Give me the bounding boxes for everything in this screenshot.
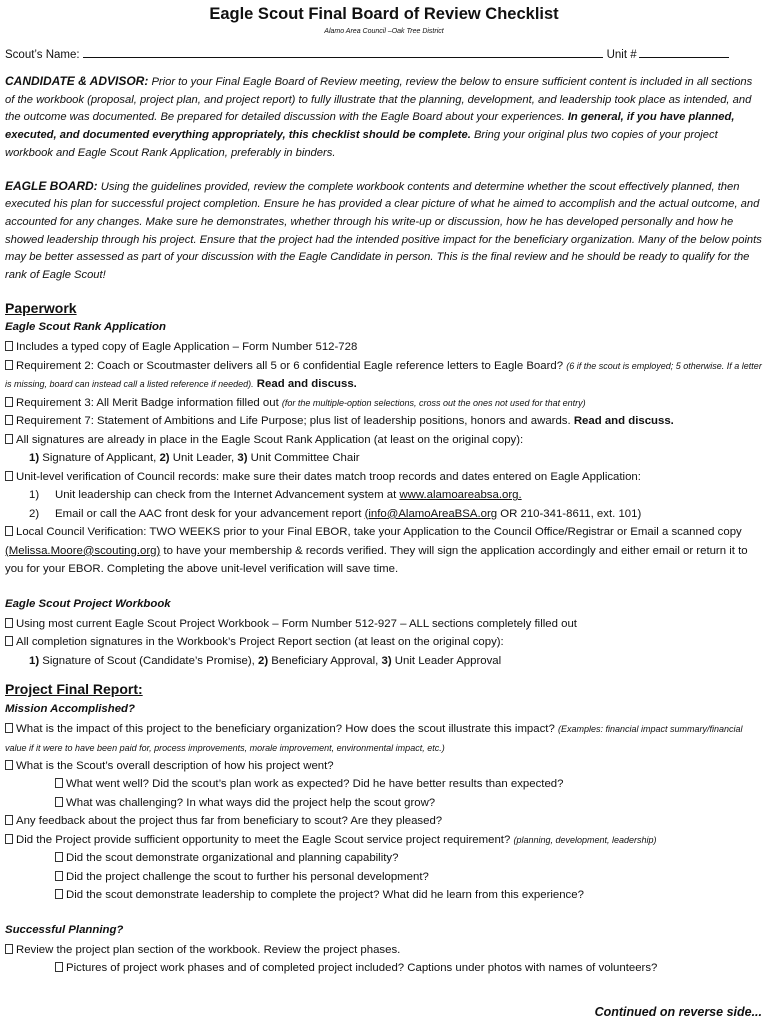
item-note: (planning, development, leadership): [513, 834, 657, 845]
item-text: Unit Leader,: [169, 452, 238, 465]
item-text: Any feedback about the project thus far from beneficiary to scout? Are they pleased?: [16, 815, 443, 828]
candidate-tail: Bring your original plus two copies of your project workbook and Eagle Scout Rank Application, preferably in binders.: [5, 129, 718, 159]
item-text: to have your membership & records verified. They will sign the application accordingly and either email or return it to you for your EBOR. Completing the above unit-level verification will save time.: [5, 544, 748, 576]
item-bold: Read and discuss.: [253, 378, 357, 391]
checkbox[interactable]: [5, 397, 13, 407]
registrar-email-link[interactable]: (Melissa.Moore@scouting.org): [5, 544, 161, 557]
item-text: What is the Scout’s overall description of how his project went?: [16, 760, 334, 773]
list-item: [5, 831, 763, 849]
item-text: Requirement 2: Coach or Scoutmaster delivers all 5 or 6 confidential Eagle reference letters to Eagle Board?: [16, 359, 567, 372]
checkbox[interactable]: [5, 636, 13, 646]
item-text: Includes a typed copy of Eagle Application – Form Number 512-728: [16, 341, 358, 354]
checkbox[interactable]: [5, 341, 13, 351]
list-item: [5, 849, 763, 867]
scout-name-field[interactable]: [83, 47, 603, 58]
front-desk-email-link[interactable]: (info@AlamoAreaBSA.org: [364, 507, 498, 520]
checklist-page: [5, 4, 763, 978]
successful-planning-heading: Successful Planning?: [5, 923, 124, 936]
spacer: [5, 905, 763, 921]
board-text: Using the guidelines provided, review the complete workbook contents and determine whether the scout effectively planned, then executed his plan for successful project completion. Ensure he has provided a clear picture of what he aimed to accomplish and the actual outcome, and accounted for any changes. Make sure he demonstrates, whether through his write-up or discussion, how he has developed personally and how he showed leadership through his project. Ensure that the project had the intended positive impact for the beneficiary organization. Many of the below points may be better assessed as part of your discussion with the Eagle Candidate in person. This is the final review and he should be ready to qualify for the rank of Eagle Scout!: [5, 180, 762, 281]
list-number: 1): [29, 654, 40, 667]
eagle-board-instructions: [5, 177, 763, 285]
mission-accomplished-heading: Mission Accomplished?: [5, 702, 135, 715]
checkbox[interactable]: [5, 618, 13, 628]
list-item: [5, 505, 763, 523]
item-text: What was challenging? In what ways did the project help the scout grow?: [66, 796, 436, 809]
project-final-report-heading: Project Final Report:: [5, 681, 143, 698]
item-text: Signature of Applicant,: [39, 452, 160, 465]
item-text: Unit Committee Chair: [247, 452, 360, 465]
item-text: What went well? Did the scout’s plan work as expected? Did he have better results than expected?: [66, 778, 564, 791]
list-number: 2): [159, 452, 170, 465]
signature-list: [5, 652, 763, 670]
candidate-text: Prior to your Final Eagle Board of Review meeting, review the below to ensure sufficient content is included in all sections of the workbook (proposal, project plan, and project report) to fully illustrate that the planning, development, and leadership took place as intended, and the outcome was documented. Be prepared for detailed discussion with the Eagle Board about your experiences.: [5, 76, 753, 124]
list-item: [5, 633, 763, 651]
page-title: Eagle Scout Final Board of Review Checklist: [209, 5, 559, 23]
checkbox[interactable]: [5, 415, 13, 425]
candidate-advisor-instructions: [5, 72, 763, 162]
item-text: Did the scout demonstrate leadership to complete the project? What did he learn from this experience?: [66, 889, 584, 902]
scout-name-label: Scout’s Name:: [5, 48, 80, 61]
item-text: Local Council Verification: TWO WEEKS prior to your Final EBOR, take your Application to the Council Office/Registrar or Email a scanned copy: [16, 526, 742, 539]
list-item: [5, 757, 763, 775]
list-item: [5, 812, 763, 830]
list-item: [5, 486, 763, 504]
list-item: [5, 394, 763, 412]
checkbox[interactable]: [5, 471, 13, 481]
advancement-site-link[interactable]: www.alamoareabsa.org.: [399, 489, 522, 502]
item-text: Requirement 7: Statement of Ambitions and Life Purpose; plus list of leadership positions, honors and awards.: [16, 415, 574, 428]
list-item: [5, 468, 763, 486]
item-text: Unit leadership can check from the Internet Advancement system at: [55, 489, 400, 502]
checkbox[interactable]: [55, 962, 63, 972]
rank-application-heading: Eagle Scout Rank Application: [5, 321, 166, 334]
checkbox[interactable]: [5, 723, 13, 733]
checkbox[interactable]: [5, 434, 13, 444]
list-number: 2): [29, 507, 40, 520]
checkbox[interactable]: [55, 889, 63, 899]
list-item: [5, 775, 763, 793]
checkbox[interactable]: [5, 834, 13, 844]
item-text: Review the project plan section of the workbook. Review the project phases.: [16, 944, 401, 957]
checkbox[interactable]: [55, 778, 63, 788]
item-text: Pictures of project work phases and of completed project included? Captions under photos with names of volunteers?: [66, 962, 658, 975]
list-item: [5, 523, 763, 578]
checkbox[interactable]: [5, 526, 13, 536]
item-text: Requirement 3: All Merit Badge information filled out: [16, 396, 282, 409]
item-text: Unit Leader Approval: [391, 654, 502, 667]
list-item: [5, 794, 763, 812]
checkbox[interactable]: [5, 815, 13, 825]
checkbox[interactable]: [55, 797, 63, 807]
list-item: [5, 431, 763, 449]
item-text: Did the scout demonstrate organizational and planning capability?: [66, 852, 399, 865]
checkbox[interactable]: [5, 360, 13, 370]
list-item: [5, 412, 763, 430]
list-number: 1): [29, 452, 40, 465]
list-item: [5, 357, 763, 394]
item-text: All completion signatures in the Workbook’s Project Report section (at least on the original copy):: [16, 636, 504, 649]
item-text: Unit-level verification of Council records: make sure their dates match troop records and dates entered on Eagle Application:: [16, 470, 641, 483]
list-item: [5, 338, 763, 356]
item-text: Email or call the AAC front desk for your advancement report: [55, 507, 365, 520]
continued-note: Continued on reverse side...: [594, 1005, 762, 1019]
signature-list: [5, 449, 763, 467]
scout-name-row: [5, 47, 763, 64]
item-text: Signature of Scout (Candidate’s Promise),: [39, 654, 258, 667]
checkbox[interactable]: [55, 852, 63, 862]
project-workbook-heading: Eagle Scout Project Workbook: [5, 597, 171, 610]
unit-label: Unit #: [606, 48, 637, 61]
item-text: Using most current Eagle Scout Project Workbook – Form Number 512-927 – ALL sections completely filled out: [16, 617, 577, 630]
item-text: Beneficiary Approval,: [268, 654, 382, 667]
list-item: [5, 720, 763, 757]
item-note: (6 if the scout is employed; 5 otherwise. If a letter is missing, board can instead call a listed reference if needed).: [5, 360, 762, 390]
item-note: (Examples: financial impact summary/financial value if it were to have been paid for, process improvements, morale improvement, environmental impact, etc.): [5, 724, 743, 753]
list-number: 3): [237, 452, 248, 465]
board-lead: EAGLE BOARD:: [5, 178, 98, 193]
item-text: Did the project challenge the scout to further his personal development?: [66, 870, 429, 883]
checkbox[interactable]: [5, 944, 13, 954]
list-number: 2): [258, 654, 269, 667]
district-subtitle: Alamo Area Council –Oak Tree District: [324, 28, 444, 36]
item-bold: Read and discuss.: [573, 415, 674, 428]
item-text: All signatures are already in place in the Eagle Scout Rank Application (at least on the original copy):: [16, 433, 524, 446]
list-item: [5, 886, 763, 904]
list-number: 3): [381, 654, 392, 667]
spacer: [5, 579, 763, 595]
list-item: [5, 868, 763, 886]
unit-number-field[interactable]: [639, 47, 729, 58]
candidate-lead: CANDIDATE & ADVISOR:: [5, 74, 149, 89]
item-text: What is the impact of this project to the beneficiary organization? How does the scout illustrate this impact?: [16, 723, 558, 736]
checkbox[interactable]: [5, 760, 13, 770]
list-item: [5, 615, 763, 633]
list-item: [5, 959, 763, 977]
item-note: (for the multiple-option selections, cross out the ones not used for that entry): [281, 397, 586, 408]
checkbox[interactable]: [55, 871, 63, 881]
item-text: OR 210-341-8611, ext. 101): [497, 507, 642, 520]
item-text: Did the Project provide sufficient opportunity to meet the Eagle Scout service project requirement?: [16, 833, 514, 846]
paperwork-heading: Paperwork: [5, 299, 77, 316]
candidate-bold: In general, if you have planned, executed, and documented everything appropriately, this checklist should be complete.: [5, 111, 735, 142]
list-item: [5, 941, 763, 959]
list-number: 1): [29, 489, 40, 502]
